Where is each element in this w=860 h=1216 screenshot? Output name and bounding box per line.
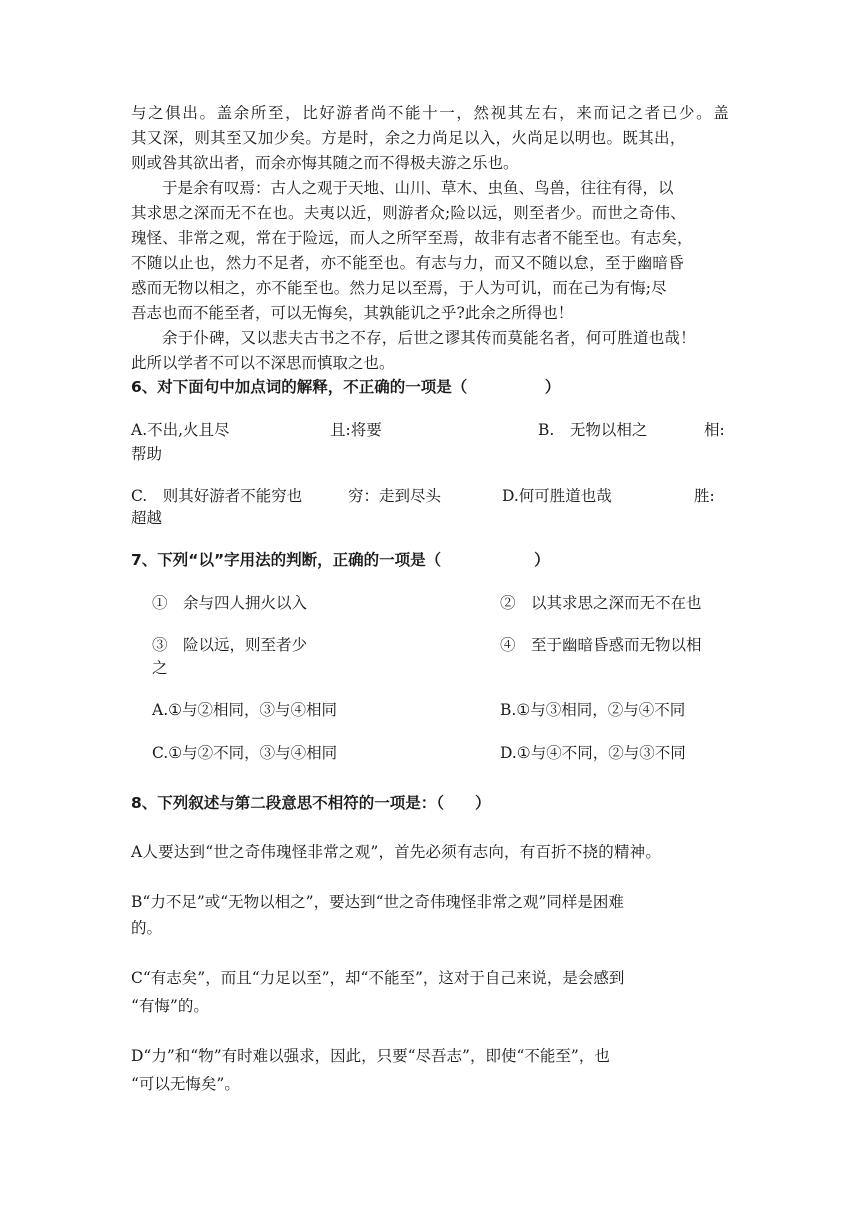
q7-option-c: C.①与②不同，③与④相同 (152, 744, 338, 762)
q6-option-d-gloss: 胜: (694, 487, 715, 505)
q6-option-b-cont: 帮助 (131, 445, 163, 463)
passage-line: 不随以止也，然力不足者，亦不能至也。有志与力，而又不随以怠，至于幽暗昏 (131, 254, 685, 272)
q6-option-a: A.不出,火且尽 (131, 421, 230, 439)
q8-option-b: B“力不足”或“无物以相之”，要达到“世之奇伟瑰怪非常之观”同样是困难 (131, 893, 624, 911)
passage-char: 左 (524, 104, 541, 122)
q7-sentence-4: ④ 至于幽暗昏惑而无物以相 (500, 636, 702, 654)
passage-char: 盖 (713, 104, 729, 122)
passage-char: 视 (490, 104, 507, 122)
passage-line: 其求思之深而无不在也。夫夷以近，则游者众;险以远，则至者少。而世之奇伟、 (131, 204, 686, 222)
q8-option-d: D“力”和“物”有时难以强求，因此，只要“尽吾志”，即使“不能至”，也 (131, 1047, 610, 1065)
passage-char: 而 (593, 104, 609, 122)
passage-char: 其 (507, 104, 524, 122)
passage-char: 记 (610, 104, 627, 122)
passage-char: 俱 (165, 104, 181, 122)
passage-char: ， (285, 104, 301, 122)
passage-char: 少 (679, 104, 695, 122)
q8-option-c: C“有志矣”，而且“力足以至”，却“不能至”，这对于自己来说，是会感到 (131, 969, 625, 987)
q6-option-b: B. 无物以相之 (538, 421, 648, 439)
q6-option-d-cont: 超越 (131, 509, 163, 527)
q6-option-a-gloss: 且:将要 (330, 421, 382, 439)
passage-char: 比 (302, 104, 318, 122)
q7-option-b: B.①与③相同，②与④不同 (500, 701, 686, 719)
passage-char: 者 (644, 104, 661, 122)
passage-line: 吾志也而不能至者，可以无悔矣，其孰能讥之乎?此余之所得也！ (131, 304, 574, 322)
q6-option-d: D.何可胜道也哉 (502, 487, 612, 505)
passage-char: 之 (627, 104, 644, 122)
passage-char: 尚 (370, 104, 387, 122)
passage-char: 者 (353, 104, 370, 122)
passage-char: 一 (439, 104, 455, 122)
passage-char: 至 (268, 104, 284, 122)
passage-char: 十 (422, 104, 438, 122)
q8-option-a: A人要达到“世之奇伟瑰怪非常之观”，首先必须有志向，有百折不挠的精神。 (131, 843, 662, 861)
passage-char: 来 (576, 104, 592, 122)
passage-char: ， (559, 104, 575, 122)
question-6-title: 6、对下面句中加点词的解释，不正确的一项是（ ） (131, 378, 561, 396)
passage-char: 游 (336, 104, 353, 122)
passage-char: 。 (199, 104, 216, 122)
passage-line: 瑰怪、非常之观，常在于险远，而人之所罕至焉，故非有志者不能至也。有志矣， (131, 229, 693, 247)
q7-sentence-3: ③ 险以远，则至者少 (152, 636, 308, 654)
q7-option-d: D.①与④不同，②与③不同 (500, 744, 686, 762)
passage-line (131, 101, 729, 125)
passage-char: 右 (542, 104, 558, 122)
passage-line: 余于仆碑，又以悲夫古书之不存，后世之谬其传而莫能名者，何可胜道也哉！ (162, 329, 696, 347)
q8-option-d-cont: “可以无悔矣”。 (131, 1075, 240, 1093)
passage-char: 已 (661, 104, 678, 122)
passage-char: 好 (319, 104, 335, 122)
q6-option-c-gloss: 穷：走到尽头 (348, 487, 442, 505)
q7-sentence-2: ② 以其求思之深而无不在也 (500, 594, 702, 612)
passage-line: 其又深，则其至又加少矣。方是时，余之力尚足以入，火尚足以明也。既其出， (131, 129, 686, 147)
passage-line: 于是余有叹焉：古人之观于天地、山川、草木、虫鱼、鸟兽，往往有得，以 (162, 179, 674, 197)
q7-sentence-1: ① 余与四人拥火以入 (152, 594, 308, 612)
passage-char: 所 (250, 104, 267, 122)
passage-line: 此所以学者不可以不深思而慎取之也。 (131, 354, 395, 372)
q7-option-a: A.①与②相同，③与④相同 (152, 701, 338, 719)
q7-sentence-4-cont: 之 (152, 659, 168, 677)
passage-line: 则或咎其欲出者，而余亦悔其随之而不得极夫游之乐也。 (131, 154, 519, 172)
passage-char: 能 (405, 104, 421, 122)
passage-char: 与 (131, 104, 147, 122)
q6-option-c: C. 则其好游者不能穷也 (131, 487, 303, 505)
passage-char: 然 (473, 104, 490, 122)
passage-char: 。 (696, 104, 712, 122)
passage-char: ， (456, 104, 472, 122)
passage-char: 不 (387, 104, 404, 122)
passage-char: 出 (182, 104, 198, 122)
question-8-title: 8、下列叙述与第二段意思不相符的一项是：（ ） (131, 794, 491, 812)
question-7-title: 7、下列“以”字用法的判断，正确的一项是（ ） (131, 551, 550, 569)
passage-line: 惑而无物以相之，亦不能至也。然力足以至焉，于人为可讥，而在己为有悔;尽 (131, 279, 667, 297)
passage-char: 之 (148, 104, 164, 122)
q8-option-c-cont: “有悔”的。 (131, 997, 209, 1015)
q6-option-b-gloss: 相: (704, 421, 725, 439)
passage-char: 余 (233, 104, 250, 122)
passage-char: 盖 (216, 104, 233, 122)
q8-option-b-cont: 的。 (131, 919, 163, 937)
